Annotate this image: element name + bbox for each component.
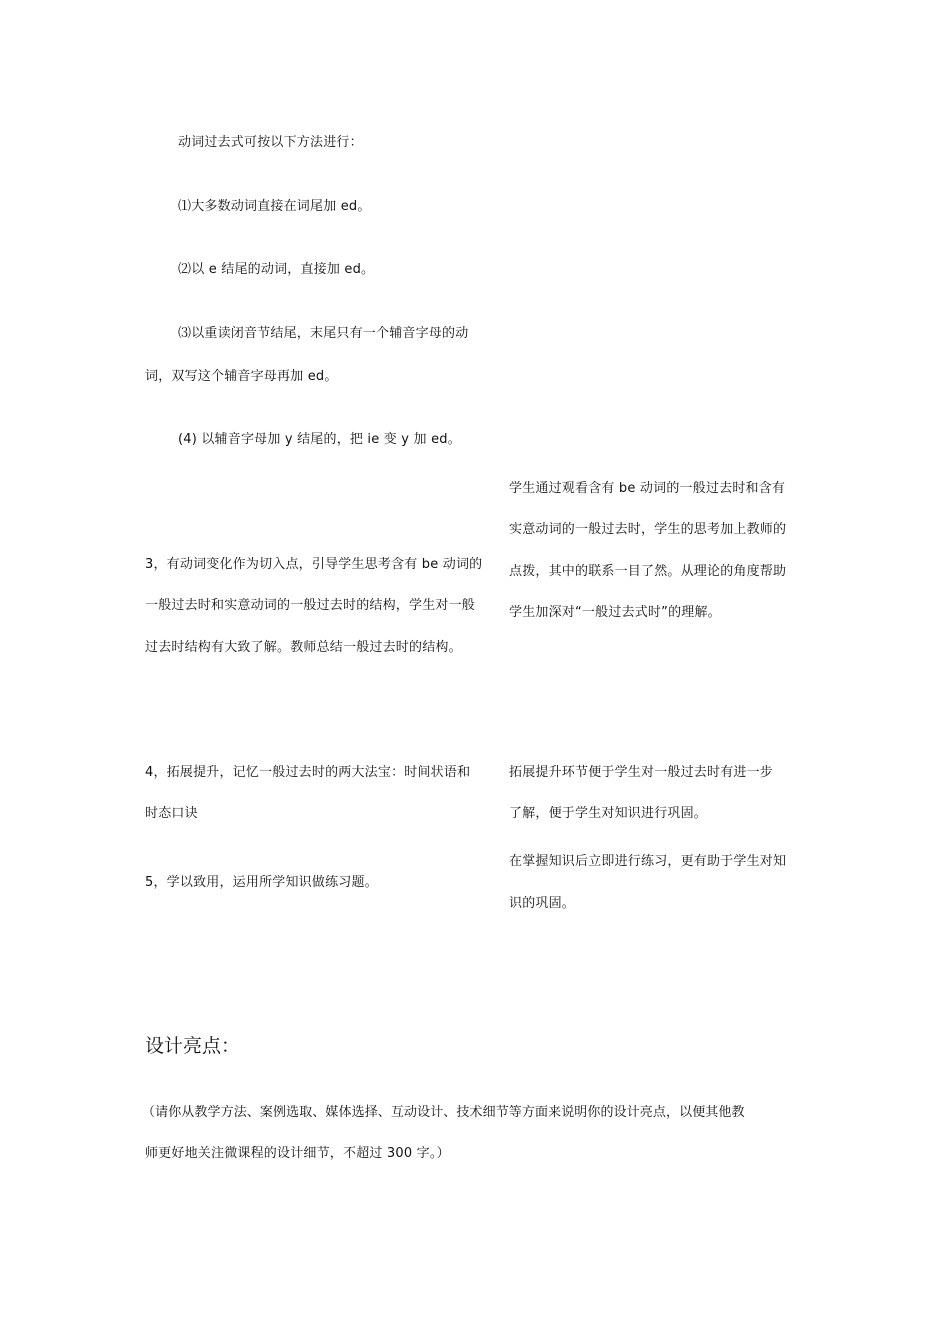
step-3-line-2: 一般过去时和实意动词的一般过去时的结构，学生对一般 <box>145 598 476 613</box>
note-3-line-4: 学生加深对“一般过去式时”的理解。 <box>509 605 721 620</box>
rule-3-line-1: ⑶以重读闭音节结尾，末尾只有一个辅音字母的动 <box>178 326 469 341</box>
rule-1: ⑴大多数动词直接在词尾加 ed。 <box>178 199 371 214</box>
step-3-line-1: 3，有动词变化作为切入点，引导学生思考含有 be 动词的 <box>145 557 483 572</box>
highlights-title: 设计亮点： <box>145 1035 241 1057</box>
step-4-line-1: 4，拓展提升，记忆一般过去时的两大法宝：时间状语和 <box>145 765 471 780</box>
note-3-line-2: 实意动词的一般过去时，学生的思考加上教师的 <box>509 522 787 537</box>
note-5-line-2: 识的巩固。 <box>509 896 576 911</box>
highlights-instruction-line-1: （请你从教学方法、案例选取、媒体选择、互动设计、技术细节等方面来说明你的设计亮点，以便其他教 <box>142 1105 745 1120</box>
rule-4: (4) 以辅音字母加 y 结尾的，把 ie 变 y 加 ed。 <box>178 432 461 447</box>
note-3-line-1: 学生通过观看含有 be 动词的一般过去时和含有 <box>509 481 786 496</box>
highlights-instruction-line-2: 师更好地关注微课程的设计细节，不超过 300 字。） <box>145 1146 450 1161</box>
method-intro: 动词过去式可按以下方法进行： <box>178 135 363 150</box>
note-4-line-1: 拓展提升环节便于学生对一般过去时有进一步 <box>509 765 774 780</box>
step-4-line-2: 时态口诀 <box>145 806 198 821</box>
rule-2: ⑵以 e 结尾的动词，直接加 ed。 <box>178 262 375 277</box>
note-4-line-2: 了解，便于学生对知识进行巩固。 <box>509 806 708 821</box>
note-3-line-3: 点拨，其中的联系一目了然。从理论的角度帮助 <box>509 564 787 579</box>
step-5: 5，学以致用，运用所学知识做练习题。 <box>145 875 378 890</box>
note-5-line-1: 在掌握知识后立即进行练习，更有助于学生对知 <box>509 854 787 869</box>
rule-3-line-2: 词，双写这个辅音字母再加 ed。 <box>145 369 338 384</box>
step-3-line-3: 过去时结构有大致了解。教师总结一般过去时的结构。 <box>145 640 462 655</box>
